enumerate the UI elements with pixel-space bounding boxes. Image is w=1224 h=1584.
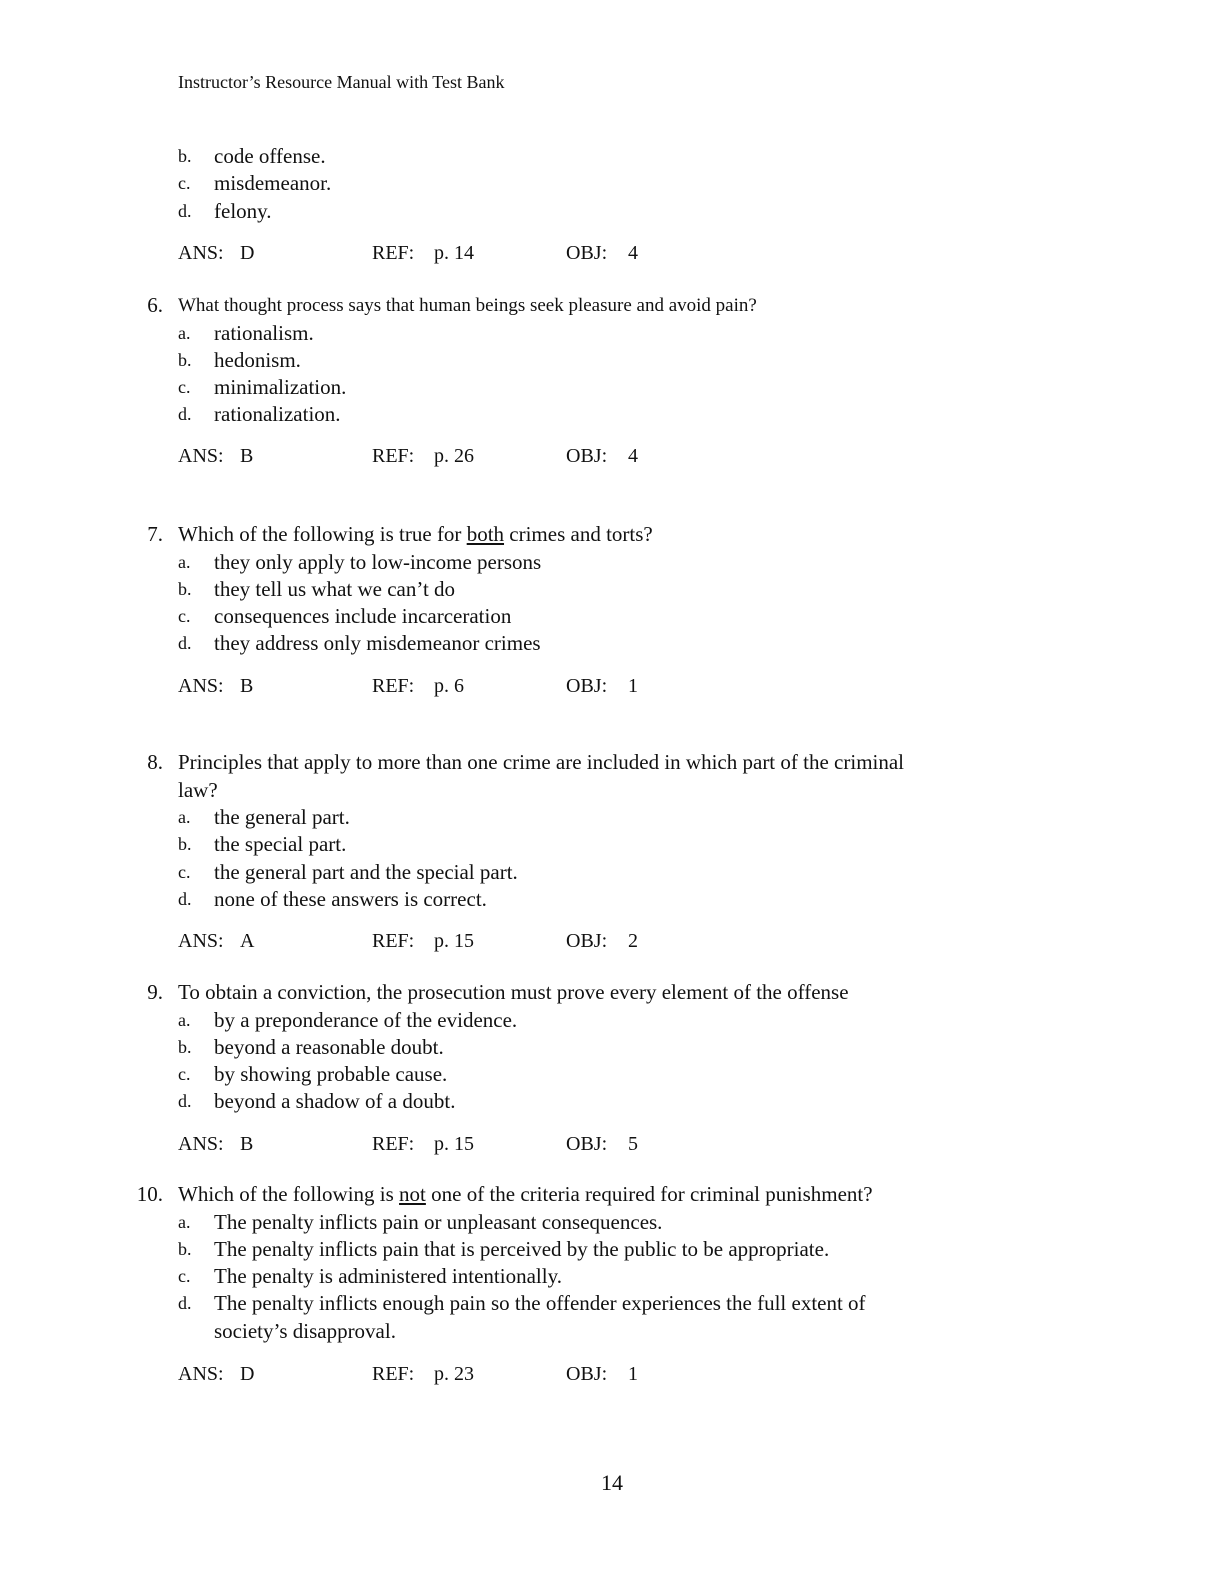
ref-value: p. 15 (434, 1133, 474, 1155)
ref-label: REF: (372, 445, 415, 467)
running-header: Instructor’s Resource Manual with Test Bank (178, 72, 505, 92)
option-letter: b. (178, 578, 192, 599)
ref-value: p. 26 (434, 445, 474, 467)
option-letter: d. (178, 633, 192, 654)
question-stem (0, 979, 1224, 1007)
obj-label: OBJ: (566, 930, 608, 952)
option-text: none of these answers is correct. (214, 886, 487, 911)
option-letter: c. (178, 861, 191, 882)
obj-value: 1 (628, 675, 638, 697)
option-d (0, 401, 1224, 428)
option-text: by a preponderance of the evidence. (214, 1007, 518, 1032)
option-letter: c. (178, 377, 191, 398)
answer-line (0, 929, 1224, 953)
obj-value: 1 (628, 1363, 638, 1385)
option-letter: b. (178, 1238, 192, 1259)
option-a (0, 1007, 1224, 1034)
option-b (0, 1034, 1224, 1061)
option-text: rationalization. (214, 402, 341, 427)
ans-value: B (240, 675, 254, 697)
option-text: the special part. (214, 832, 347, 857)
option-c (0, 1061, 1224, 1088)
obj-value: 2 (628, 930, 638, 952)
option-d (0, 1088, 1224, 1115)
question-stem (0, 521, 1224, 549)
ans-label: ANS: (178, 1133, 224, 1155)
question-number: 6. (147, 293, 163, 317)
ans-value: A (240, 930, 255, 952)
option-a (0, 804, 1224, 831)
obj-label: OBJ: (566, 445, 608, 467)
option-text: the general part and the special part. (214, 859, 518, 884)
option-letter: d. (178, 1091, 192, 1112)
page-number: 14 (601, 1470, 623, 1495)
option-c (0, 603, 1224, 630)
ans-label: ANS: (178, 930, 224, 952)
option-d (0, 630, 1224, 657)
option-text: they tell us what we can’t do (214, 576, 456, 601)
question-text (178, 521, 1028, 549)
question-text: Principles that apply to more than one crime are included in which part of the criminal (178, 750, 905, 774)
emphasized-word: both (466, 522, 505, 546)
question-6 (0, 292, 1224, 429)
option-letter: c. (178, 1064, 191, 1085)
option-letter: a. (178, 807, 191, 827)
option-letter: c. (178, 1266, 191, 1287)
option-c (0, 170, 1224, 197)
ans-value: B (240, 445, 254, 467)
ans-label: ANS: (178, 445, 224, 467)
option-text: The penalty inflicts pain that is perceived by the public to be appropriate. (214, 1236, 830, 1261)
answer-line (0, 1362, 1224, 1386)
option-c (0, 859, 1224, 886)
option-text: they address only misdemeanor crimes (214, 631, 541, 656)
ref-label: REF: (372, 242, 415, 264)
option-d-continued (0, 1318, 1224, 1345)
question-9 (0, 979, 1224, 1116)
option-text: beyond a shadow of a doubt. (214, 1089, 456, 1114)
option-letter: b. (178, 349, 192, 370)
ans-value: D (240, 242, 255, 264)
question-text-end: crimes and torts? (504, 522, 653, 546)
question-8 (0, 749, 1224, 913)
obj-label: OBJ: (566, 675, 608, 697)
option-letter: c. (178, 606, 191, 627)
option-b (0, 1236, 1224, 1263)
option-text: The penalty is administered intentionally. (214, 1264, 562, 1289)
option-a (0, 549, 1224, 576)
option-text: society’s disapproval. (214, 1318, 396, 1343)
option-b (0, 347, 1224, 374)
option-letter: d. (178, 888, 192, 909)
ref-label: REF: (372, 1363, 415, 1385)
option-text: consequences include incarceration (214, 604, 512, 629)
option-letter: d. (178, 404, 192, 425)
answer-line (0, 241, 1224, 265)
ref-label: REF: (372, 675, 415, 697)
option-text: beyond a reasonable doubt. (214, 1034, 444, 1059)
option-letter: a. (178, 1009, 191, 1030)
question-text: What thought process says that human beings seek pleasure and avoid pain? (178, 295, 757, 316)
ans-value: B (240, 1133, 254, 1155)
ref-value: p. 6 (434, 675, 464, 697)
option-text: The penalty inflicts pain or unpleasant consequences. (214, 1209, 663, 1234)
option-letter: b. (178, 1036, 192, 1057)
option-text: rationalism. (214, 320, 314, 345)
question-stem (0, 749, 1224, 777)
option-d (0, 1290, 1224, 1317)
question-text: To obtain a conviction, the prosecution must prove every element of the offense (178, 980, 849, 1004)
option-letter: a. (178, 551, 191, 572)
option-a (0, 1209, 1224, 1236)
option-a (0, 320, 1224, 347)
question-number: 7. (147, 522, 163, 546)
question-number: 8. (147, 750, 163, 774)
ans-value: D (240, 1363, 255, 1385)
option-text: hedonism. (214, 347, 301, 372)
obj-value: 4 (628, 445, 638, 467)
option-d (0, 198, 1224, 225)
obj-label: OBJ: (566, 1363, 608, 1385)
option-text: by showing probable cause. (214, 1062, 448, 1087)
option-c (0, 1263, 1224, 1290)
option-letter: d. (178, 1293, 192, 1314)
option-b (0, 831, 1224, 858)
option-text: the general part. (214, 805, 350, 829)
option-letter: a. (178, 1211, 191, 1232)
option-text: The penalty inflicts enough pain so the offender experiences the full extent of (214, 1291, 866, 1316)
obj-value: 4 (628, 242, 638, 264)
answer-line (0, 444, 1224, 468)
question-number: 9. (147, 980, 163, 1004)
obj-label: OBJ: (566, 242, 608, 264)
ref-value: p. 23 (434, 1363, 474, 1385)
answer-line (0, 674, 1224, 698)
option-letter: b. (178, 146, 192, 166)
obj-label: OBJ: (566, 1133, 608, 1155)
question-number: 10. (136, 1182, 163, 1206)
ref-value: p. 15 (434, 930, 474, 952)
obj-value: 5 (628, 1133, 638, 1155)
option-text: felony. (214, 198, 272, 223)
ref-value: p. 14 (434, 242, 474, 264)
ans-label: ANS: (178, 675, 224, 697)
ref-label: REF: (372, 930, 415, 952)
question-text (178, 1181, 1028, 1209)
question-text-end: one of the criteria required for criminal punishment? (425, 1182, 873, 1206)
option-d (0, 886, 1224, 913)
option-text: minimalization. (214, 375, 347, 400)
question-text: law? (178, 777, 218, 802)
option-letter: d. (178, 200, 192, 221)
option-letter: a. (178, 322, 191, 343)
question-stem (0, 292, 1224, 320)
option-text: they only apply to low-income persons (214, 549, 542, 574)
option-b (0, 143, 1224, 170)
option-text: code offense. (214, 144, 326, 168)
ans-label: ANS: (178, 1363, 224, 1385)
emphasized-word: not (399, 1182, 426, 1206)
option-letter: b. (178, 834, 192, 855)
option-text: misdemeanor. (214, 171, 332, 196)
question-stem (0, 1181, 1224, 1209)
question-text-start: Which of the following is (178, 1182, 400, 1206)
ref-label: REF: (372, 1133, 415, 1155)
answer-line (0, 1132, 1224, 1156)
question-text-start: Which of the following is true for (178, 522, 467, 546)
option-b (0, 576, 1224, 603)
question-7 (0, 521, 1224, 658)
question-stem-continued (0, 777, 1224, 805)
option-letter: c. (178, 173, 191, 194)
option-c (0, 374, 1224, 401)
question-10 (0, 1181, 1224, 1345)
continued-question (0, 143, 1224, 225)
ans-label: ANS: (178, 242, 224, 264)
